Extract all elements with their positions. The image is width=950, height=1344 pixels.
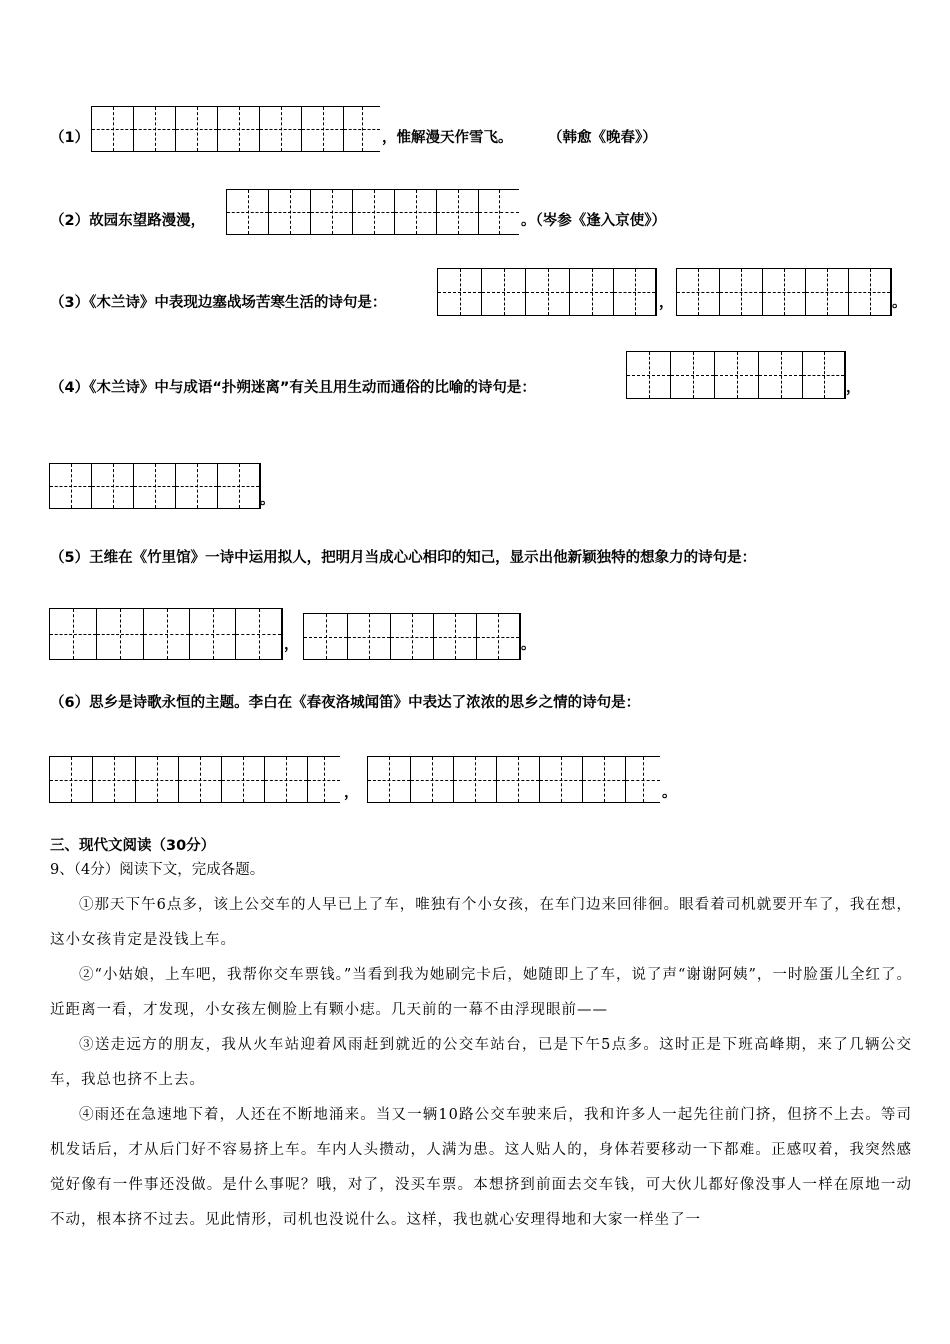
q1-source: （韩愈《晚春》）	[548, 130, 657, 146]
q4-head: （4）《木兰诗》中与成语“扑朔迷离”有关且用生动而通俗的比喻的诗句是：	[50, 380, 536, 396]
paragraph-2: ②“小姑娘，上车吧，我帮你交车票钱。”当看到我为她刷完卡后，她随即上了车，说了声“谢谢阿姨”，一时脸蛋儿全红了。近距离一看，才发现，小女孩左侧脸上有颗小痣。几天前的一幕不由浮现眼前——	[50, 967, 912, 1018]
q3-end: 。	[892, 295, 907, 311]
q1-tail: ，惟解漫天作雪飞。	[382, 130, 513, 146]
paragraph-3: ③送走远方的朋友，我从火车站迎着风雨赶到就近的公交车站台，已是下午5点多。这时正是下班高峰期，来了几辆公交车，我总也挤不上去。	[50, 1037, 912, 1088]
section-title: 三、现代文阅读（30分）	[50, 838, 216, 854]
q3-answer-grid-1[interactable]	[437, 268, 657, 316]
q6-end: 。	[662, 785, 677, 801]
q3-answer-grid-2[interactable]	[676, 268, 892, 316]
q6-answer-grid-1[interactable]	[49, 756, 340, 803]
q4-comma: ，	[846, 380, 861, 396]
q6-comma: ，	[344, 785, 359, 801]
q3-comma: ，	[659, 295, 674, 311]
q6-head: （6）思乡是诗歌永恒的主题。李白在《春夜洛城闻笛》中表达了浓浓的思乡之情的诗句是：	[50, 695, 641, 711]
q2-tail: 。（岑参《逢入京使》）	[521, 213, 666, 229]
q4-answer-grid-2[interactable]	[49, 463, 261, 509]
q6-answer-grid-2[interactable]	[367, 756, 660, 803]
q5-comma: ，	[284, 637, 299, 653]
paragraph-4: ④雨还在急速地下着，人还在不断地涌来。当又一辆10路公交车驶来后，我和许多人一起先往前门挤，但挤不上去。等司机发话后，才从后门好不容易挤上车。车内人头攒动，人满为患。这人贴人的，身体若要移动一下都难。正感叹着，我突然感觉好像有一件事还没做。是什么事呢？哦，对了，没买车票。本想挤到前面去交车钱，可大伙儿都好像没事人一样在原地一动不动，根本挤不过去。见此情形，司机也没说什么。这样，我也就心安理得地和大家一样坐了一	[50, 1107, 912, 1228]
q3-head: （3）《木兰诗》中表现边塞战场苦寒生活的诗句是：	[50, 295, 387, 311]
q2-answer-grid[interactable]	[226, 189, 519, 235]
q1-number: （1）	[50, 130, 90, 146]
q2-head: （2）故园东望路漫漫，	[50, 213, 206, 229]
question-9-label: 9、（4分）阅读下文，完成各题。	[50, 862, 265, 878]
q4-end: 。	[260, 492, 275, 508]
q4-answer-grid-1[interactable]	[626, 351, 846, 399]
q5-head: （5）王维在《竹里馆》一诗中运用拟人，把明月当成心心相印的知己，显示出他新颖独特的想象力的诗句是：	[50, 550, 757, 566]
q1-answer-grid[interactable]	[91, 106, 380, 152]
q5-answer-grid-1[interactable]	[49, 608, 283, 660]
q5-end: 。	[521, 637, 536, 653]
paragraph-1: ①那天下午6点多，该上公交车的人早已上了车，唯独有个小女孩，在车门边来回徘徊。眼看着司机就要开车了，我在想，这小女孩肯定是没钱上车。	[50, 897, 912, 948]
q5-answer-grid-2[interactable]	[303, 613, 521, 660]
